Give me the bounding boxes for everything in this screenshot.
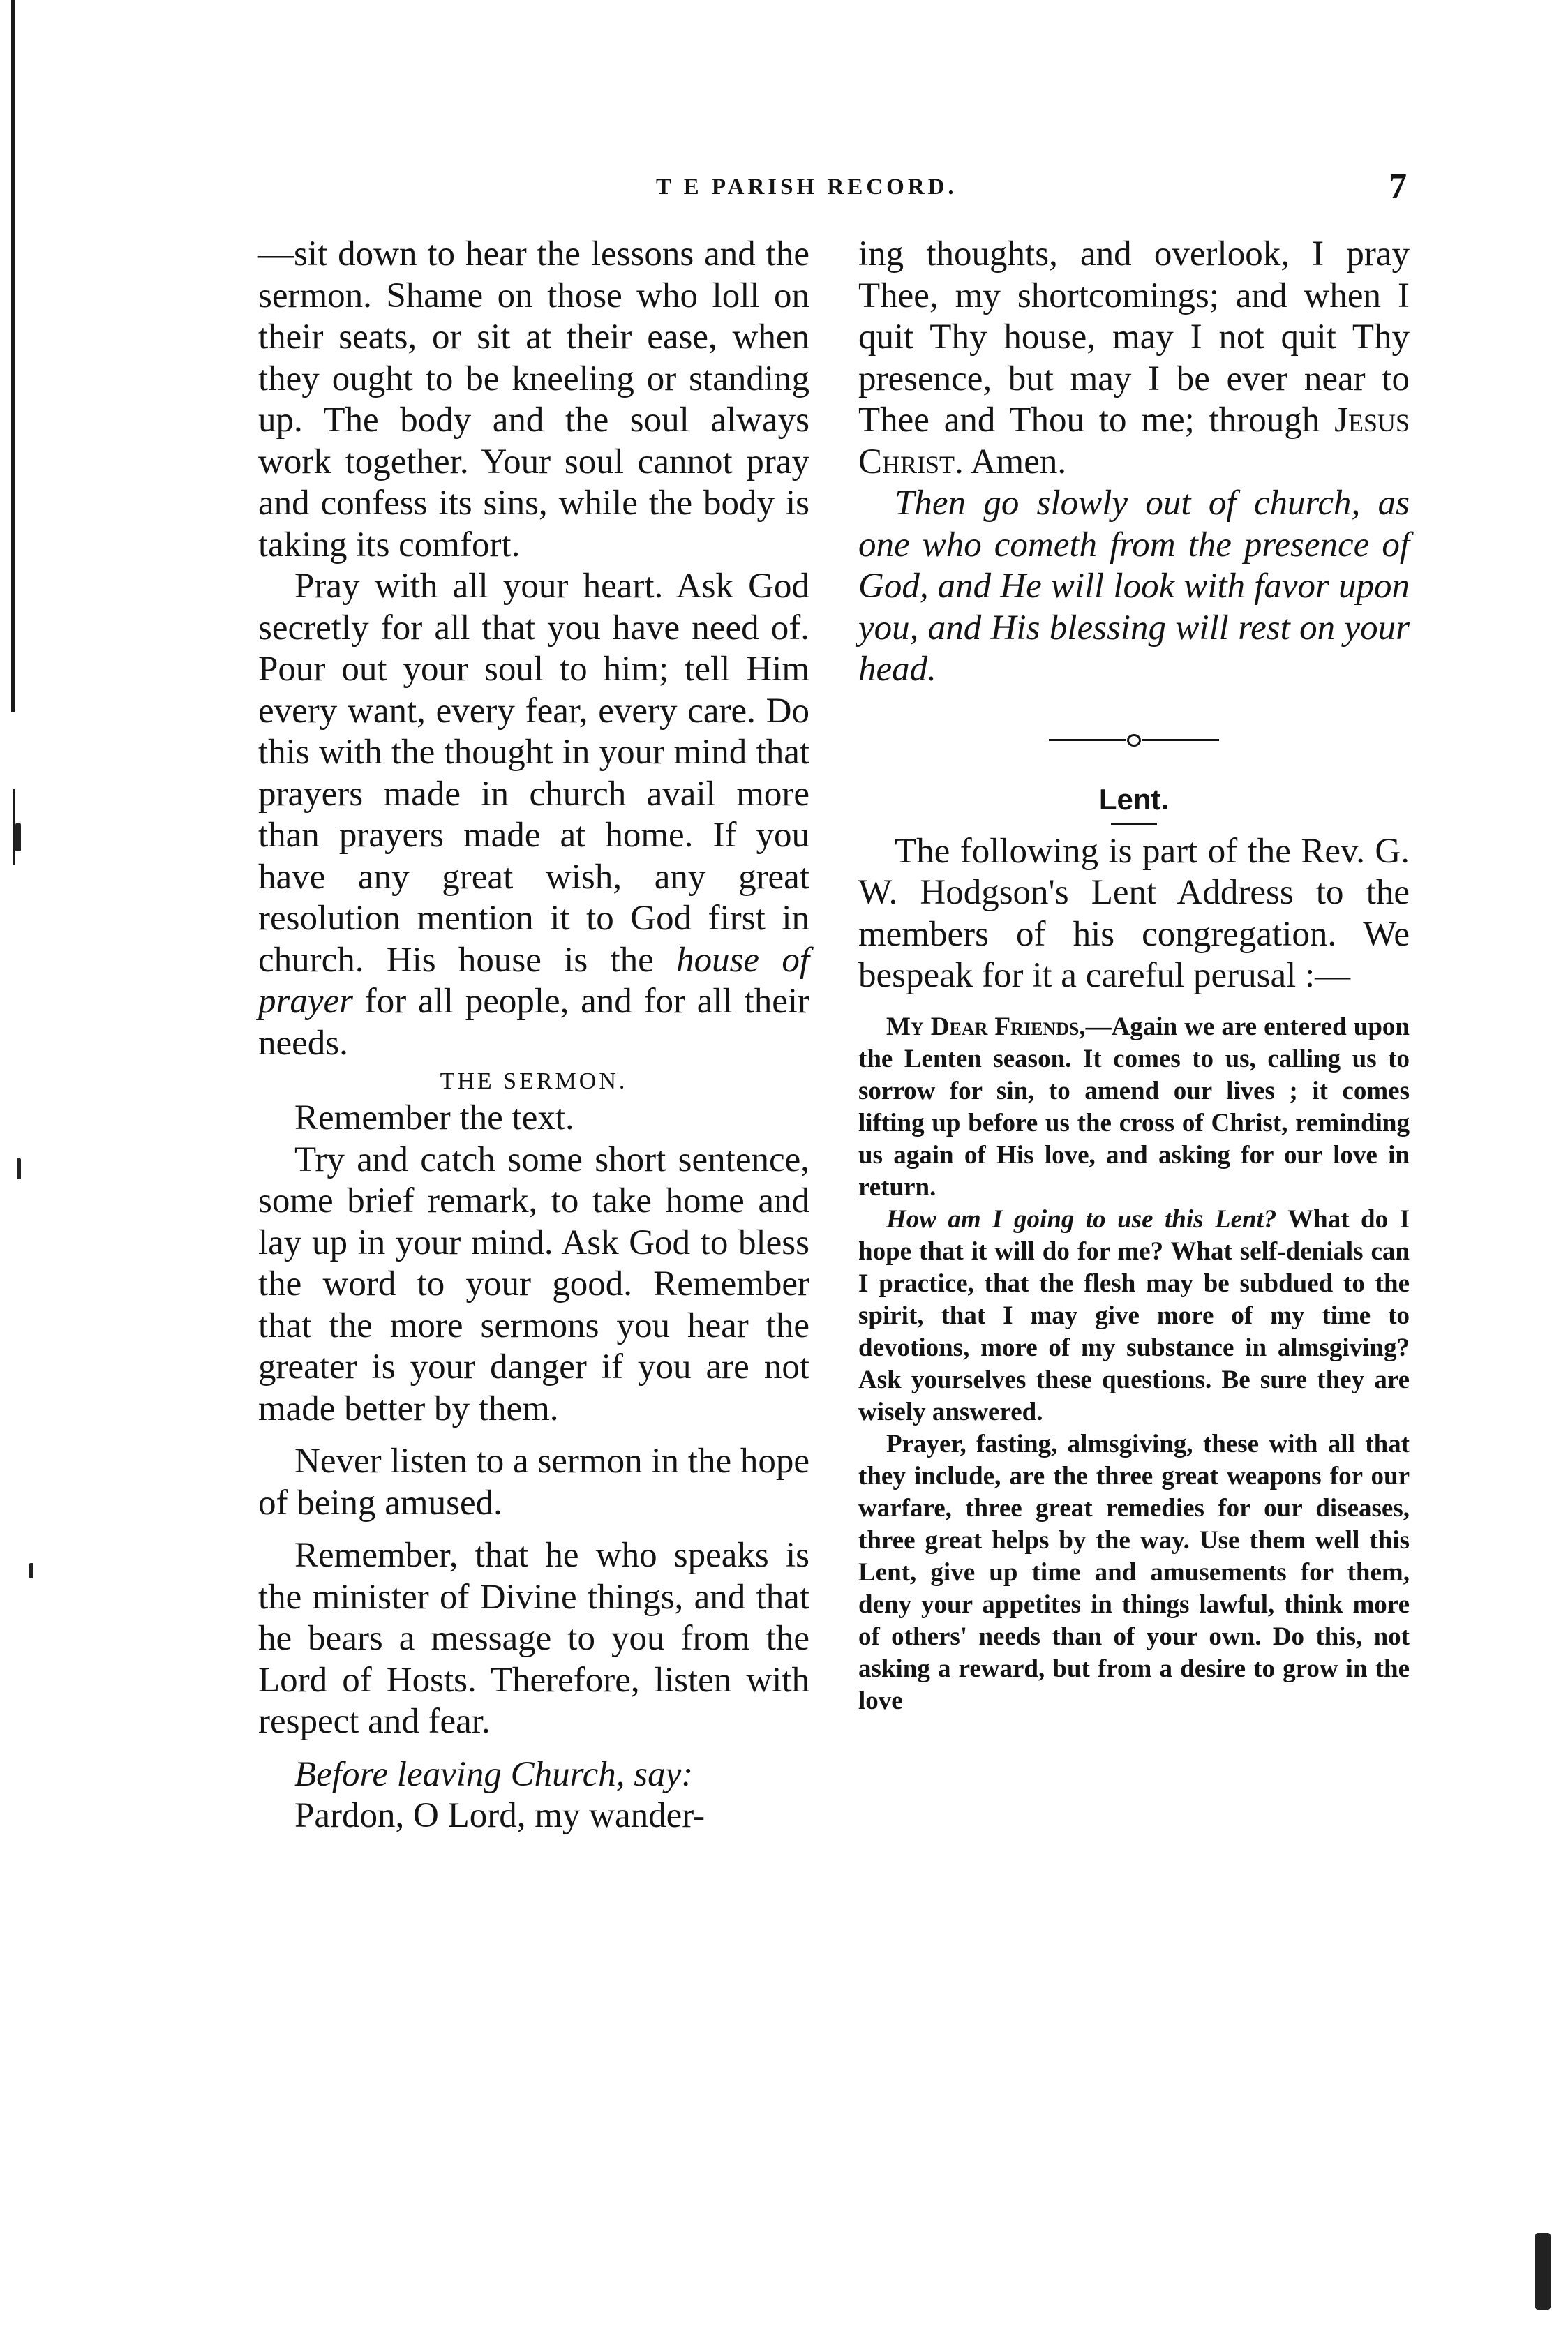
paragraph-text: Pray with all your heart. Ask God secretly for all that you have need of. Pour out your soul to him; tell Him every want, every fear, every care. Do this with the thought in your mind that prayers made in church avail more than prayers made at home. If you have any great wish, any great resolution mention it to God first in church. His house is the	[258, 567, 809, 980]
scan-speck	[17, 1158, 21, 1179]
letter-salutation: My Dear Friends,	[886, 1012, 1086, 1041]
paragraph: Remember the text.	[294, 1098, 574, 1137]
title-rule	[1111, 823, 1157, 825]
paragraph: Remember, that he who speaks is the minister of Divine things, and that he bears a message to you from the Lord of Hosts. Therefore, listen with respect and fear.	[258, 1536, 809, 1741]
scan-speck	[15, 823, 21, 851]
scan-speck	[1535, 2233, 1551, 2310]
prayer-name: Jesus Christ	[858, 401, 1410, 481]
left-column	[258, 234, 809, 1837]
prayer-text: ing thoughts, and overlook, I pray Thee, my shortcomings; and when I quit Thy house, may I not quit Thy presence, but may I be ever near to Thee and Thou to me; through	[858, 234, 1410, 440]
scan-edge-line	[11, 0, 15, 712]
letter-text: —Again we are entered upon the Lenten season. It comes to us, calling us to sorrow for sin, to amend our lives ; it comes lifting up before us the cross of Christ, reminding us again of His love, and asking for our love in return.	[858, 1012, 1410, 1202]
paragraph-text: for all people, and for all their needs.	[258, 982, 809, 1063]
paragraph: Never listen to a sermon in the hope of being amused.	[258, 1442, 809, 1523]
section-title: Lent.	[1098, 782, 1170, 816]
paragraph: —sit down to hear the lessons and the sermon. Shame on those who loll on their seats, or sit at their ease, when they ought to be kneeling or standing up. The body and the soul always work together. Your soul cannot pray and confess its sins, while the body is taking its comfort.	[258, 234, 809, 565]
closing-instruction: Then go slowly out of church, as one who cometh from the presence of God, and He will look with favor upon you, and His blessing will rest on your head.	[858, 484, 1410, 689]
paragraph	[258, 566, 809, 1064]
section-divider	[858, 727, 1410, 751]
paragraph: The following is part of the Rev. G. W. Hodgson's Lent Address to the members of his congregation. We bespeak for it a careful perusal :—	[858, 831, 1410, 995]
paragraph: Try and catch some short sentence, some brief remark, to take home and lay up in your mind. Ask God to bless the word to your good. Remember that the more sermons you hear the greater is your danger if you are not made better by them.	[258, 1139, 809, 1428]
letter-paragraph	[858, 1204, 1410, 1428]
letter-text: What do I hope that it will do for me? What self-denials can I practice, that the flesh may be subdued to the spirit, that I may give more of my time to devotions, more of my substance in almsgiving? Ask yourselves these questions. Be sure they are wisely answered.	[858, 1204, 1410, 1426]
page-number: 7	[1389, 167, 1407, 207]
scan-speck	[29, 1563, 33, 1578]
right-column	[858, 234, 1410, 1717]
letter-paragraph: Prayer, fasting, almsgiving, these with all that they include, are the three great weapons for our warfare, three great remedies for our diseases, three great helps by the way. Use them well this Lent, give up time and amusements for them, deny your appetites in things lawful, think more of others' needs than of your own. Do this, not asking a reward, but from a desire to grow in the love	[858, 1429, 1410, 1715]
letter-italic: How am I going to use this Lent?	[886, 1204, 1277, 1234]
letter-paragraph	[858, 1011, 1410, 1204]
prayer-intro: Before leaving Church, say:	[294, 1754, 694, 1794]
prayer-continuation	[858, 234, 1410, 483]
paragraph-italic: house of prayer	[258, 940, 809, 1021]
running-head: T E PARISH RECORD.	[656, 174, 957, 200]
section-heading: THE SERMON.	[440, 1068, 628, 1094]
prayer-text: . Amen.	[955, 442, 1067, 481]
prayer-text: Pardon, O Lord, my wander-	[294, 1796, 705, 1835]
